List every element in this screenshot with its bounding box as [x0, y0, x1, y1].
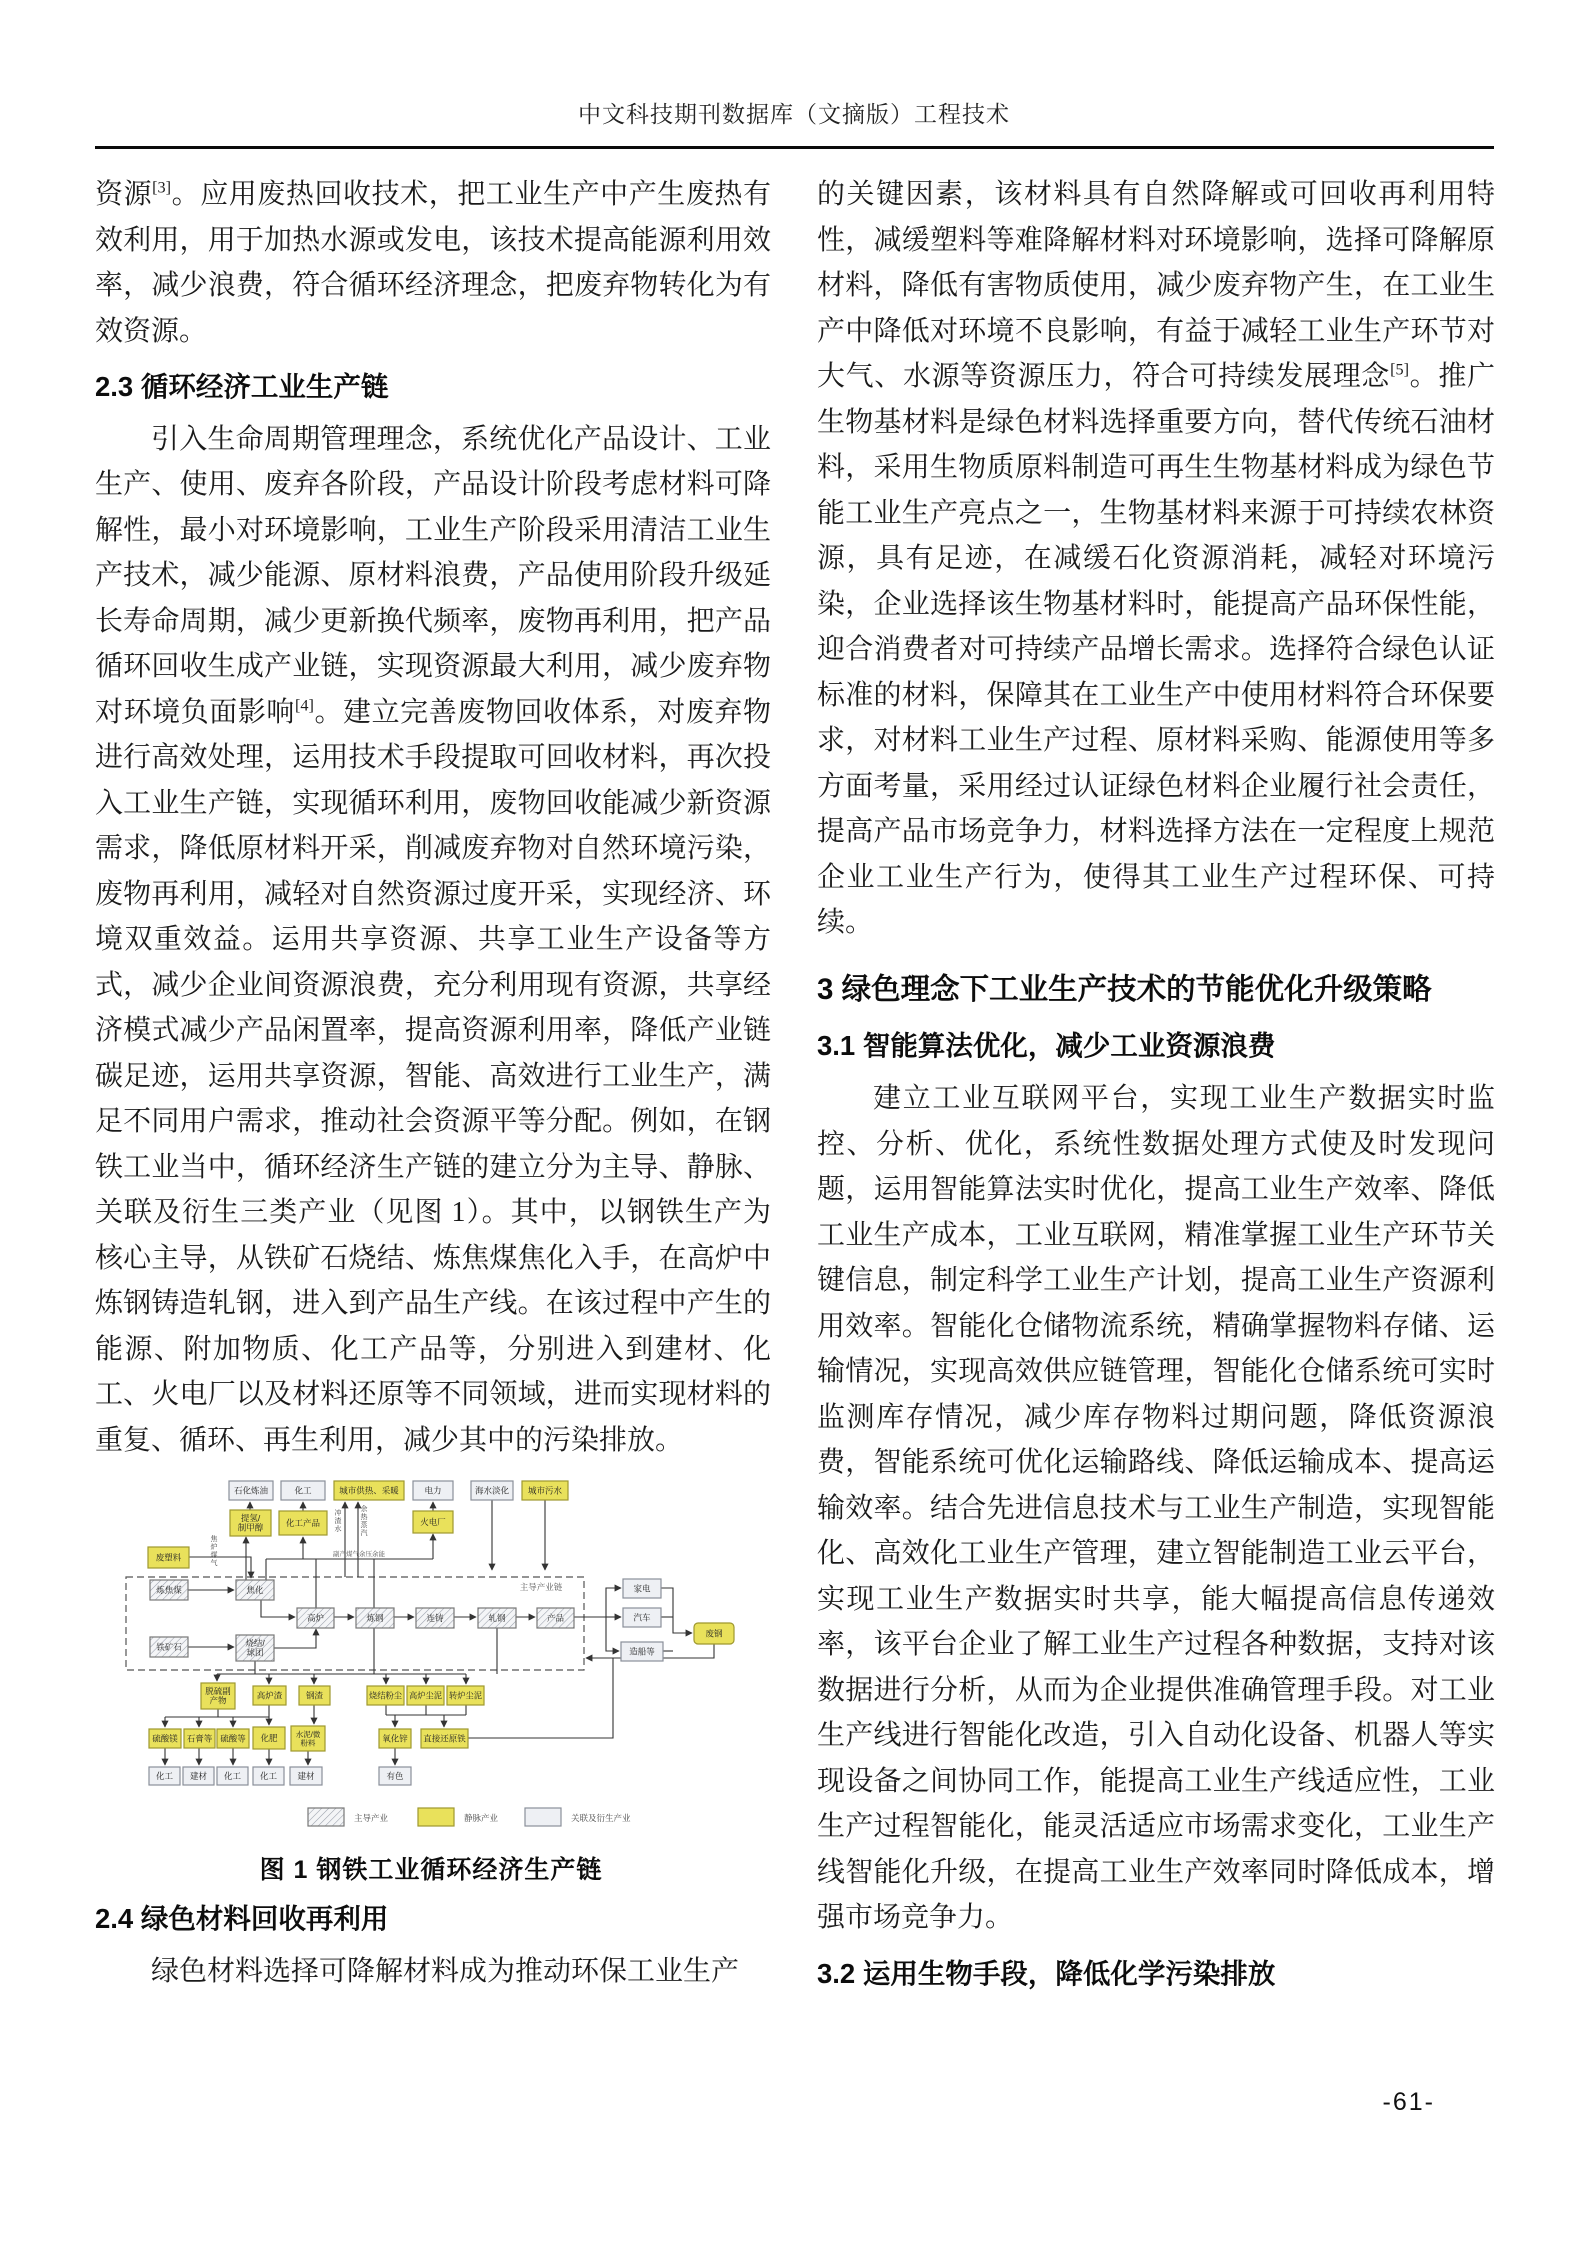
flow-arrow	[189, 1557, 251, 1578]
paragraph: 建立工业互联网平台，实现工业生产数据实时监控、分析、优化，系统性数据处理方式使及时发现问题，运用智能算法实时优化，提高工业生产效率、降低工业生产成本，工业互联网，精准掌握工业生产环节关键信息，制定科学工业生产计划，提高工业生产资源利用效率。智能化仓储物流系统，精确掌握物料存储、运输情况，实现高效供应链管理，智能化仓储系统可实时监测库存情况，减少库存物料过期问题，降低资源浪费，智能系统可优化运输路线、降低运输成本、提高运输效率。结合先进信息技术与工业生产制造，实现智能化、高效化工业生产管理，建立智能制造工业云平台，实现工业生产数据实时共享，能大幅提高信息传递效率，该平台企业了解工业生产过程各种数据，支持对该数据进行分析，从而为企业提供准确管理手段。对工业生产线进行智能化改造，引入自动化设备、机器人等实现设备之间协同工作，能提高工业生产线适应性，工业生产过程智能化，能灵活适应市场需求变化，工业生产线智能化升级，在提高工业生产效率同时降低成本，增强市场竞争力。	[817, 1083, 1495, 1934]
figure-node-qiche	[623, 1608, 661, 1627]
svg-text:化工产品: 化工产品	[285, 1518, 321, 1529]
figure-annotation-fc: 副产煤气余压余能	[333, 1551, 385, 1559]
paragraph: 的关键因素，该材料具有自然降解或可回收再利用特性，减缓塑料等难降解材料对环境影响，选择可降解原材料，降低有害物质使用，减少废弃物产生，在工业生产中降低对环境不良影响，有益于减轻工业生产环节对大气、水源等资源压力，符合可持续发展理念[5]。推广生物基材料是绿色材料选择重要方向，替代传统石油材料，采用生物质原料制造可再生生物基材料成为绿色节能工业生产亮点之一，生物基材料来源于可持续农林资源，具有足迹，在减缓石化资源消耗，减轻对环境污染，企业选择该生物基材料时，能提高产品环保性能，迎合消费者对可持续产品增长需求。选择符合绿色认证标准的材料，保障其在工业生产中使用材料符合环保要求，对材料工业生产过程、原材料采购、能源使用等多方面考量，采用经过认证绿色材料企业履行社会责任，提高产品市场竞争力，材料选择方法在一定程度上规范企业工业生产行为，使得其工业生产过程环保、可持续。	[817, 179, 1495, 938]
figure-node-wushui	[522, 1481, 568, 1500]
svg-text:石膏等: 石膏等	[186, 1733, 213, 1744]
figure-node-tks	[150, 1637, 188, 1657]
flow-arrow	[261, 1600, 295, 1617]
citation-ref: [4]	[294, 696, 314, 715]
figure-annotation-zd: 主导产业链	[519, 1582, 563, 1593]
figure-node-lsd	[217, 1729, 249, 1748]
svg-text:硫酸镁: 硫酸镁	[152, 1733, 178, 1744]
svg-text:产品: 产品	[546, 1613, 565, 1624]
figure-node-hgcp	[279, 1511, 327, 1535]
section-heading-2-3: 2.3 循环经济工业生产链	[95, 371, 389, 402]
figure-node-chanpin	[537, 1608, 574, 1628]
svg-text:火电厂: 火电厂	[420, 1517, 446, 1528]
paragraph: 资源[3]。应用废热回收技术，把工业生产中产生废热有效利用，用于加热水源或发电，该技术提高能源利用效率，减少浪费，符合循环经济理念，把废弃物转化为有效资源。	[95, 178, 771, 347]
figure-node-lsm	[149, 1729, 181, 1748]
figure-node-tuoliu	[201, 1683, 235, 1709]
figure-annotation-yr: 余热蒸汽	[360, 1506, 368, 1538]
figure-node-huodian	[413, 1511, 453, 1533]
paragraph: 绿色材料选择可降解材料成为推动环保工业生产	[151, 1956, 740, 1987]
figure-node-yhx	[379, 1729, 411, 1748]
figure-node-dianli	[413, 1481, 453, 1500]
figure-annotation-cz: 冲渣水	[334, 1510, 342, 1534]
figure-node-zjhy	[421, 1729, 468, 1748]
svg-text:电力: 电力	[424, 1485, 442, 1496]
figure-node-zhagang	[478, 1608, 516, 1628]
figure-node-huafei	[253, 1727, 285, 1749]
section-heading-2-4: 2.4 绿色材料回收再利用	[95, 1903, 389, 1935]
figure-node-hg_b1	[149, 1767, 180, 1785]
svg-text:直接还原铁: 直接还原铁	[423, 1733, 466, 1744]
section-heading-3-1: 3.1 智能算法优化，减少工业资源浪费	[817, 1030, 1276, 1062]
figure-node-zaochuan	[621, 1642, 663, 1661]
svg-text:造船等: 造船等	[629, 1646, 655, 1657]
legend-item-main	[308, 1808, 389, 1826]
figure-node-zlcn	[447, 1686, 484, 1705]
figure-node-tiqing	[230, 1510, 271, 1536]
svg-text:产物: 产物	[209, 1695, 227, 1706]
figure-node-sjqt	[236, 1635, 274, 1661]
figure-node-lianzhu	[416, 1608, 454, 1628]
figure-node-haishui	[471, 1481, 513, 1500]
citation-ref: [3]	[152, 178, 172, 197]
figure-node-sgd	[184, 1729, 215, 1748]
figure-node-hg_top	[281, 1481, 325, 1500]
section-heading-3-2: 3.2 运用生物手段，降低化学污染排放	[817, 1957, 1276, 1989]
svg-text:炼钢: 炼钢	[366, 1613, 384, 1624]
legend-item-related	[525, 1808, 631, 1826]
figure-node-ljm	[150, 1580, 188, 1600]
figure-node-feisuliao	[148, 1547, 189, 1568]
svg-text:建材: 建材	[297, 1771, 315, 1782]
svg-text:有色: 有色	[386, 1771, 404, 1782]
svg-text:脱硫副: 脱硫副	[205, 1686, 231, 1697]
figure-node-liangang	[356, 1608, 394, 1628]
section-heading-3: 3 绿色理念下工业生产技术的节能优化升级策略	[817, 972, 1432, 1006]
right-column	[817, 172, 1495, 2003]
figure-node-sjfc	[367, 1686, 404, 1705]
figure-node-jiadian	[623, 1579, 661, 1598]
svg-text:制甲醇: 制甲醇	[237, 1522, 264, 1533]
figure-node-shuini	[291, 1726, 325, 1751]
flow-arrow	[606, 1617, 619, 1651]
svg-text:化工: 化工	[294, 1485, 312, 1496]
svg-text:转炉尘泥: 转炉尘泥	[449, 1691, 482, 1701]
svg-text:石化炼油: 石化炼油	[233, 1485, 269, 1496]
citation-ref: [5]	[1390, 360, 1410, 379]
paragraph: 引入生命周期管理理念，系统优化产品设计、工业生产、使用、废弃各阶段，产品设计阶段考虑材料可降解性，最小对环境影响，工业生产阶段采用清洁工业生产技术，减少能源、原材料浪费，产品使用阶段升级延长寿命周期，减少更新换代频率，废物再利用，把产品循环回收生成产业链，实现资源最大利用，减少废弃物对环境负面影响[4]。建立完善废物回收体系，对废弃物进行高效处理，运用技术手段提取可回收材料，再次投入工业生产链，实现循环利用，废物回收能减少新资源需求，降低原材料开采，削减废弃物对自然环境污染，废物再利用，减轻对自然资源过度开采，实现经济、环境双重效益。运用共享资源、共享工业生产设备等方式，减少企业间资源浪费，充分利用现有资源，共享经济模式减少产品闲置率，提高资源利用率，降低产业链碳足迹，运用共享资源，智能、高效进行工业生产，满足不同用户需求，推动社会资源平等分配。例如，在钢铁工业当中，循环经济生产链的建立分为主导、静脉、关联及衍生三类产业（见图 1）。其中，以钢铁生产为核心主导，从铁矿石烧结、炼焦煤焦化入手，在高炉中炼钢铸造轧钢，进入到产品生产线。在该过程中产生的能源、附加物质、化工产品等，分别进入到建材、化工、火电厂以及材料还原等不同领域，进而实现材料的重复、循环、再生利用，减少其中的污染排放。	[95, 423, 771, 1456]
svg-text:关联及衍生产业: 关联及衍生产业	[571, 1813, 631, 1824]
svg-text:城市污水: 城市污水	[527, 1485, 563, 1496]
legend-item-vein	[418, 1808, 499, 1826]
svg-text:炼焦煤: 炼焦煤	[156, 1585, 182, 1596]
svg-text:粉料: 粉料	[300, 1738, 316, 1748]
figure-node-shihua	[229, 1481, 273, 1500]
header-divider	[95, 146, 1494, 149]
figure-node-hg_b2	[217, 1767, 248, 1785]
svg-text:水泥/微: 水泥/微	[295, 1730, 321, 1740]
svg-text:主导产业: 主导产业	[354, 1813, 389, 1824]
svg-text:化肥: 化肥	[260, 1733, 278, 1744]
svg-text:烧结/: 烧结/	[245, 1638, 265, 1649]
figure-1-caption: 图 1 钢铁工业循环经济生产链	[259, 1856, 603, 1885]
svg-text:废塑料: 废塑料	[155, 1552, 182, 1563]
figure-node-gongre	[334, 1481, 404, 1500]
figure-node-gangzha	[299, 1686, 330, 1705]
flow-arrow	[606, 1588, 621, 1617]
svg-text:轧钢: 轧钢	[488, 1613, 506, 1624]
figure-1	[101, 1477, 761, 1886]
svg-text:高炉渣: 高炉渣	[256, 1690, 283, 1701]
svg-text:静脉产业: 静脉产业	[464, 1813, 499, 1824]
steel-industry-circular-economy-diagram	[101, 1477, 761, 1833]
svg-text:连铸: 连铸	[426, 1613, 444, 1624]
journal-header: 中文科技期刊数据库（文摘版）工程技术	[578, 102, 1010, 127]
svg-text:氧化锌: 氧化锌	[382, 1733, 408, 1744]
svg-text:球团: 球团	[246, 1647, 264, 1658]
svg-text:铁矿石: 铁矿石	[156, 1642, 182, 1653]
figure-node-gaoluzha	[253, 1686, 286, 1705]
figure-node-jc_b2	[290, 1767, 322, 1785]
svg-text:提氢/: 提氢/	[240, 1513, 261, 1524]
svg-text:化工: 化工	[223, 1771, 242, 1782]
svg-text:家电: 家电	[633, 1583, 651, 1594]
svg-text:建材: 建材	[189, 1771, 208, 1782]
svg-text:高炉尘泥: 高炉尘泥	[409, 1691, 442, 1701]
svg-text:化工: 化工	[259, 1771, 278, 1782]
svg-text:焦化: 焦化	[246, 1585, 264, 1596]
svg-text:化工: 化工	[155, 1771, 174, 1782]
svg-text:硫酸等: 硫酸等	[220, 1733, 246, 1744]
left-column	[95, 172, 771, 1995]
figure-node-gaolu	[297, 1608, 334, 1628]
svg-text:高炉: 高炉	[306, 1613, 325, 1624]
flow-arrow	[661, 1588, 692, 1633]
svg-text:汽车: 汽车	[633, 1612, 651, 1623]
flow-arrow	[274, 1629, 316, 1648]
figure-node-youse	[379, 1767, 411, 1785]
svg-text:烧结粉尘: 烧结粉尘	[369, 1691, 402, 1701]
figure-annotation-jl: 焦炉煤气	[210, 1536, 218, 1568]
figure-node-feigang	[694, 1623, 734, 1644]
svg-text:海水淡化: 海水淡化	[474, 1485, 510, 1496]
page-number: -61-	[1382, 2088, 1435, 2116]
svg-text:钢渣: 钢渣	[305, 1690, 324, 1701]
figure-node-hg_b3	[253, 1767, 284, 1785]
svg-text:城市供热、采暖: 城市供热、采暖	[339, 1485, 399, 1496]
figure-node-jiaohua	[236, 1580, 274, 1600]
svg-text:废钢: 废钢	[705, 1628, 723, 1639]
figure-node-glcn	[407, 1686, 444, 1705]
figure-node-jc_b1	[183, 1767, 214, 1785]
